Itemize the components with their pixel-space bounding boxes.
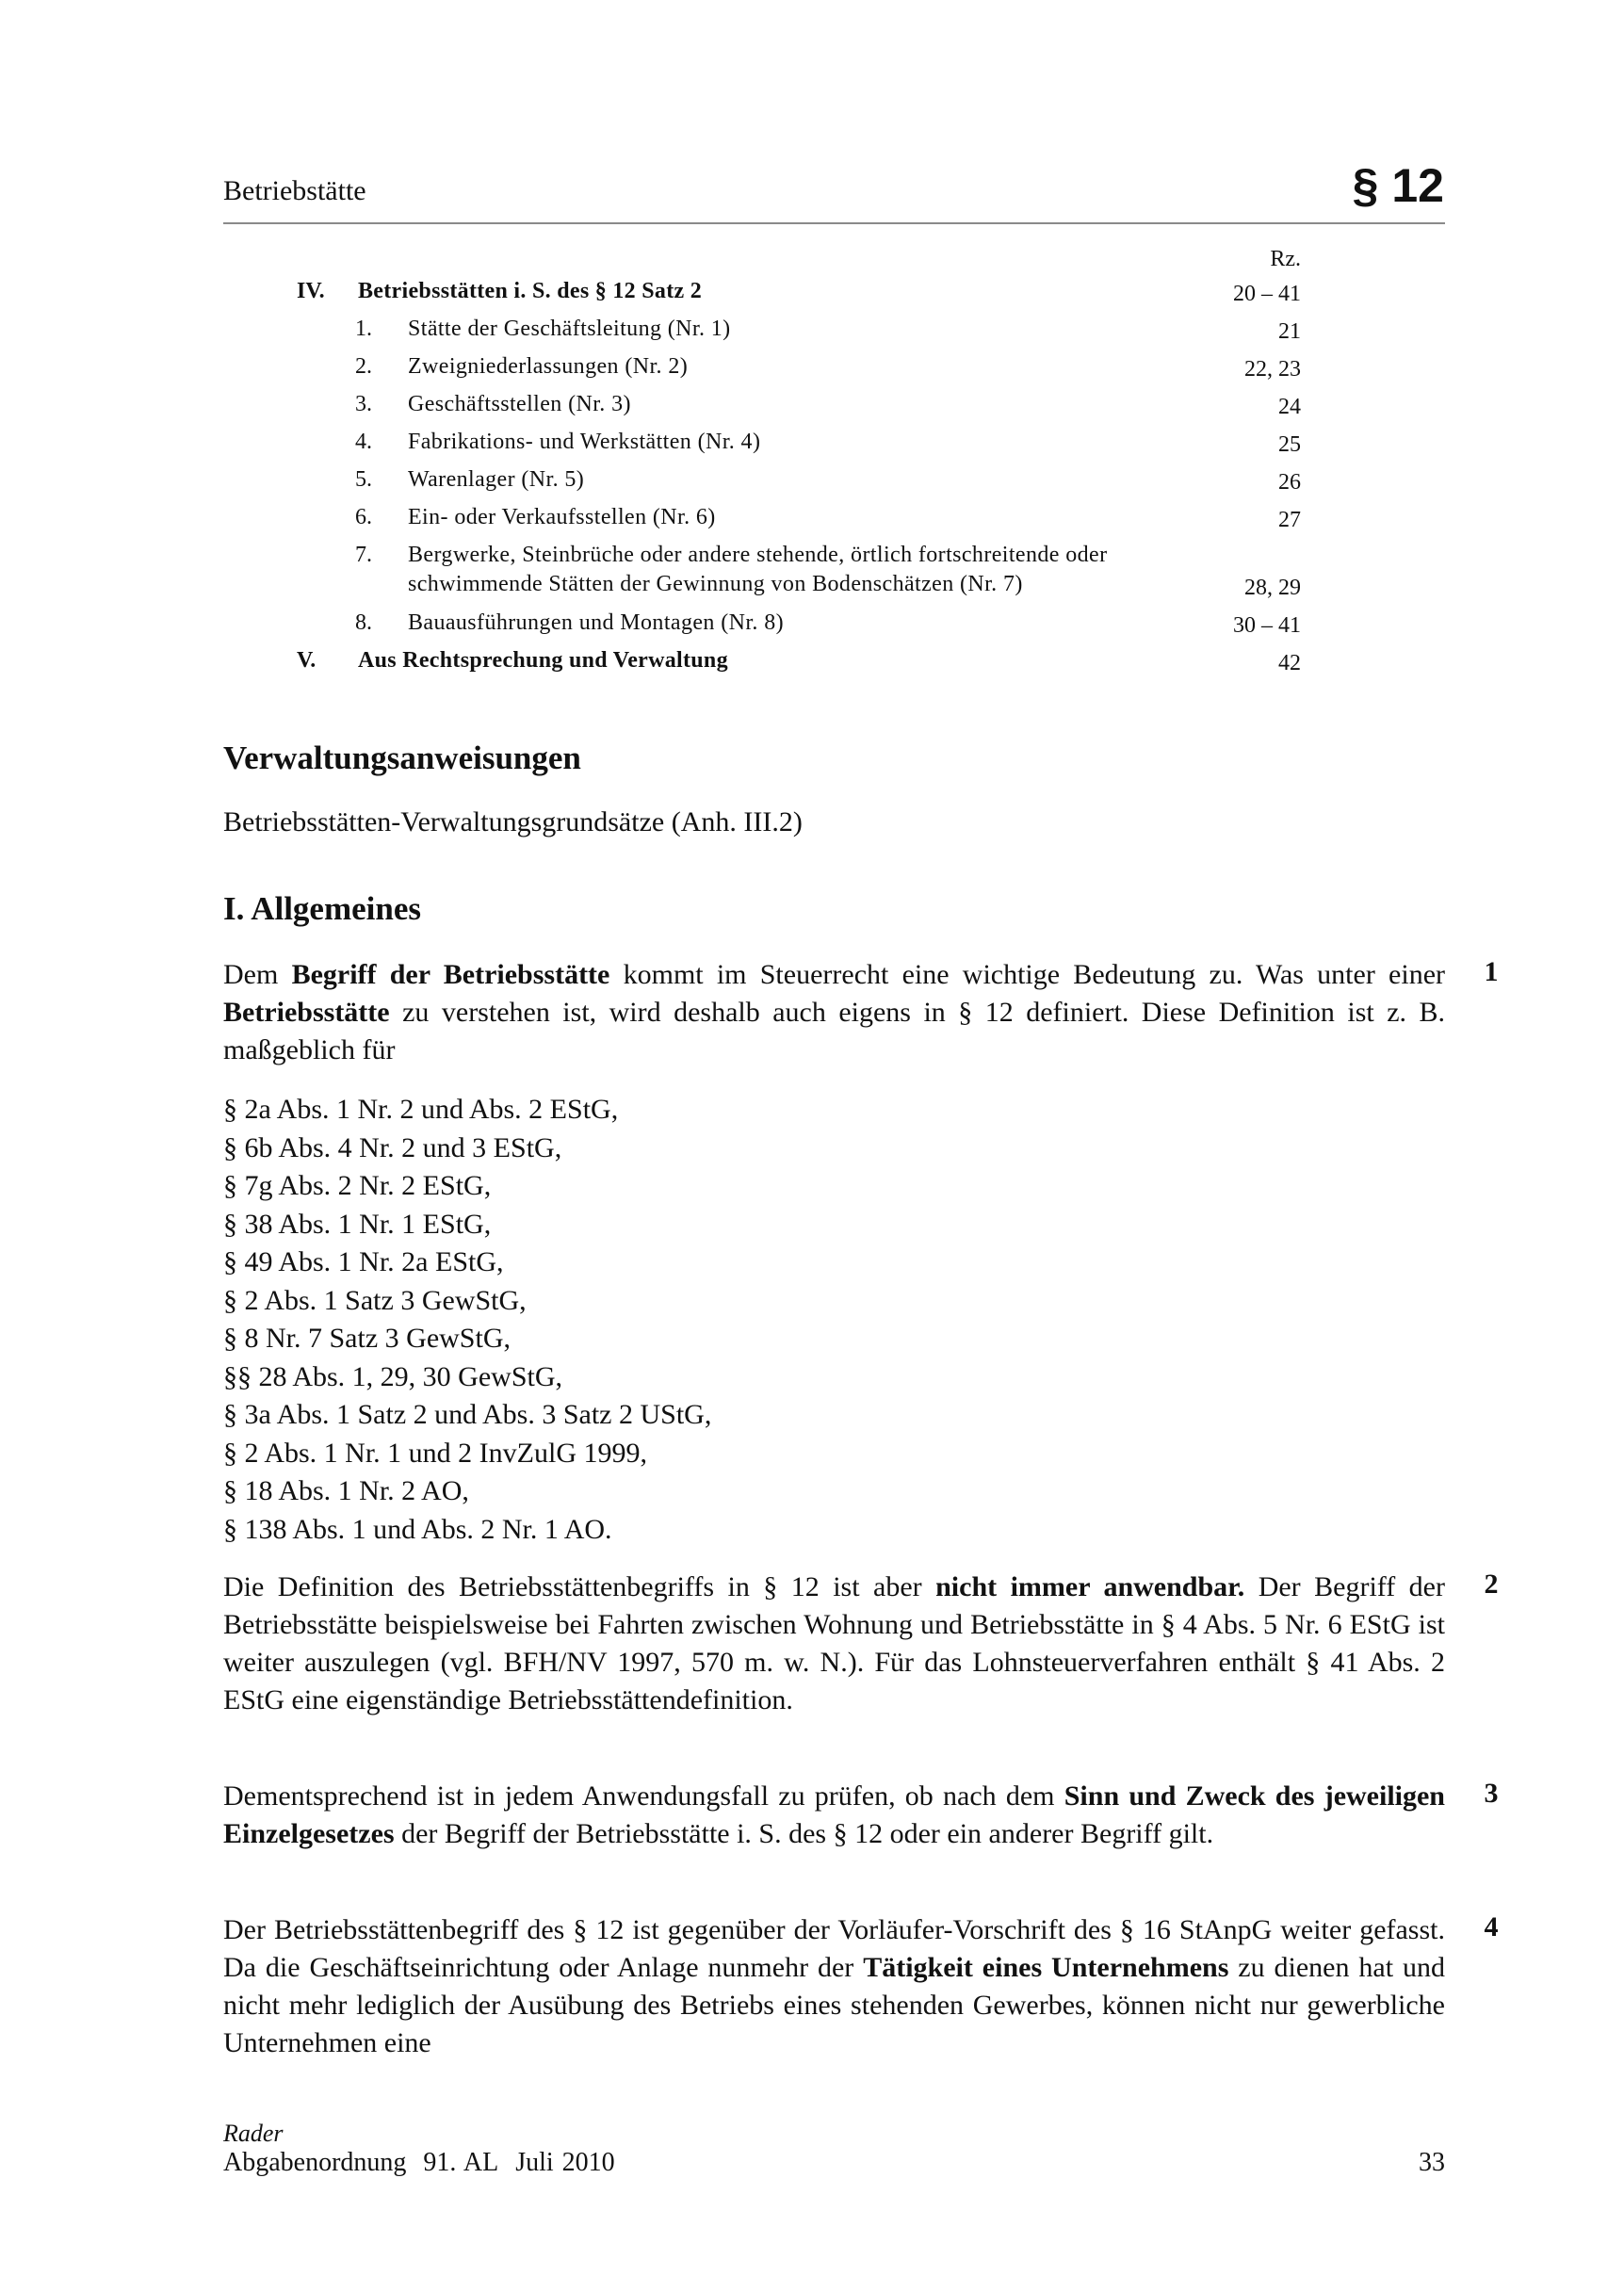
toc-rz: 20 – 41 [1233,282,1301,306]
toc-row [223,279,1307,307]
toc-rz: 27 [1278,508,1301,532]
toc-row [223,505,1307,533]
margin-number: 1 [1484,956,1499,987]
toc-row [223,648,1307,676]
toc-title: Ein- oder Verkaufsstellen (Nr. 6) [408,505,716,529]
reference-item: § 7g Abs. 2 Nr. 2 EStG, [223,1170,492,1201]
toc-title: Warenlager (Nr. 5) [408,467,585,492]
toc-row [223,392,1307,420]
toc-rz: 42 [1278,651,1301,675]
toc-title-continued: schwimmende Stätten der Gewinnung von Bodenschätzen (Nr. 7) [408,572,1023,596]
paragraph-2: Die Definition des Betriebsstättenbegriffs in § 12 ist aber nicht immer anwendbar. Der Begriff der Betriebsstätte beispielsweise bei Fahrten zwischen Wohnung und Betriebsstätte in § 4 Abs. 5 Nr. 6 EStG ist weiter auszulegen (vgl. BFH/NV 1997, 570 m. w. N.). Für das Lohnsteuerverfahren enthält § 41 Abs. 2 EStG eine eigenständige Betriebsstättendefinition. [223,1571,1445,1715]
reference-list [223,1091,711,1549]
toc-number: 7. [355,543,372,567]
toc-number: 6. [355,505,372,529]
footer-edition: 91. AL [423,2148,499,2177]
running-header-title: Betriebstätte [223,175,366,206]
reference-item: § 2 Abs. 1 Nr. 1 und 2 InvZulG 1999, [223,1437,647,1469]
reference-item: §§ 28 Abs. 1, 29, 30 GewStG, [223,1360,563,1392]
paragraph-4: Der Betriebsstättenbegriff des § 12 ist gegenüber der Vorläufer-Vorschrift des § 16 StAnpG weiter gefasst. Da die Geschäftseinrichtung oder Anlage nunmehr der Tätigkeit eines Unternehmens zu dienen hat und nicht mehr lediglich der Ausübung des Betriebs eines stehenden Gewerbes, können nicht nur gewerbliche Unternehmen eine [223,1914,1445,2058]
toc-rz: 24 [1278,395,1301,419]
reference-item: § 38 Abs. 1 Nr. 1 EStG, [223,1208,492,1240]
toc-rz: 25 [1278,432,1301,457]
margin-number: 4 [1484,1911,1499,1943]
toc-row [223,610,1307,639]
margin-number: 2 [1484,1569,1499,1600]
toc-number: V. [297,648,317,673]
verwaltungsanweisungen-text: Betriebsstätten-Verwaltungsgrundsätze (Anh. III.2) [223,806,803,837]
toc-number: 5. [355,467,372,492]
toc-row [223,354,1307,382]
toc-number: 3. [355,392,372,416]
header-rule [223,222,1445,224]
toc-title: Bauausführungen und Montagen (Nr. 8) [408,610,784,635]
toc-row [223,467,1307,496]
toc-title: Geschäftsstellen (Nr. 3) [408,392,631,416]
table-of-contents [223,247,1307,680]
paragraph-1: Dem Begriff der Betriebsstätte kommt im Steuerrecht eine wichtige Bedeutung zu. Was unter einer Betriebsstätte zu verstehen ist, wird deshalb auch eigens in § 12 definiert. Diese Definition ist z. B. maßgeblich für [223,959,1445,1065]
verwaltungsanweisungen-heading: Verwaltungsanweisungen [223,740,581,776]
paragraph-3: Dementsprechend ist in jedem Anwendungsfall zu prüfen, ob nach dem Sinn und Zweck des jeweiligen Einzelgesetzes der Begriff der Betriebsstätte i. S. des § 12 oder ein anderer Begriff gilt. [223,1780,1445,1849]
toc-title: Bergwerke, Steinbrüche oder andere stehende, örtlich fortschreitende oder [408,543,1108,567]
toc-row [223,543,1307,601]
reference-item: § 8 Nr. 7 Satz 3 GewStG, [223,1323,511,1354]
reference-item: § 3a Abs. 1 Satz 2 und Abs. 3 Satz 2 UStG, [223,1399,712,1430]
toc-title: Betriebsstätten i. S. des § 12 Satz 2 [358,279,703,303]
reference-item: § 49 Abs. 1 Nr. 2a EStG, [223,1246,504,1277]
toc-number: 8. [355,610,372,635]
rz-column-label: Rz. [1270,247,1301,271]
toc-number: 2. [355,354,372,379]
reference-item: § 2a Abs. 1 Nr. 2 und Abs. 2 EStG, [223,1094,619,1125]
toc-title: Stätte der Geschäftsleitung (Nr. 1) [408,317,731,341]
toc-rz: 26 [1278,470,1301,495]
toc-row [223,430,1307,458]
section-heading: I. Allgemeines [223,890,421,927]
toc-rz: 28, 29 [1244,576,1301,600]
reference-item: § 2 Abs. 1 Satz 3 GewStG, [223,1284,527,1316]
footer-author: Rader [223,2120,284,2147]
margin-number: 3 [1484,1778,1499,1809]
toc-number: 4. [355,430,372,454]
reference-item: § 6b Abs. 4 Nr. 2 und 3 EStG, [223,1131,562,1163]
toc-rz: 21 [1278,319,1301,344]
toc-number: IV. [297,279,325,303]
toc-row [223,317,1307,345]
page-number: 33 [1419,2148,1445,2177]
toc-title: Aus Rechtsprechung und Verwaltung [358,648,728,673]
section-number: § 12 [1352,159,1444,212]
toc-rz: 30 – 41 [1233,613,1301,638]
footer-publication: Abgabenordnung [223,2148,407,2177]
footer-date: Juli 2010 [515,2148,615,2177]
toc-title: Zweigniederlassungen (Nr. 2) [408,354,689,379]
toc-rz: 22, 23 [1244,357,1301,382]
reference-item: § 18 Abs. 1 Nr. 2 AO, [223,1475,469,1506]
reference-item: § 138 Abs. 1 und Abs. 2 Nr. 1 AO. [223,1513,612,1545]
toc-number: 1. [355,317,372,341]
footer-publication-line [223,2148,615,2178]
toc-title: Fabrikations- und Werkstätten (Nr. 4) [408,430,761,454]
